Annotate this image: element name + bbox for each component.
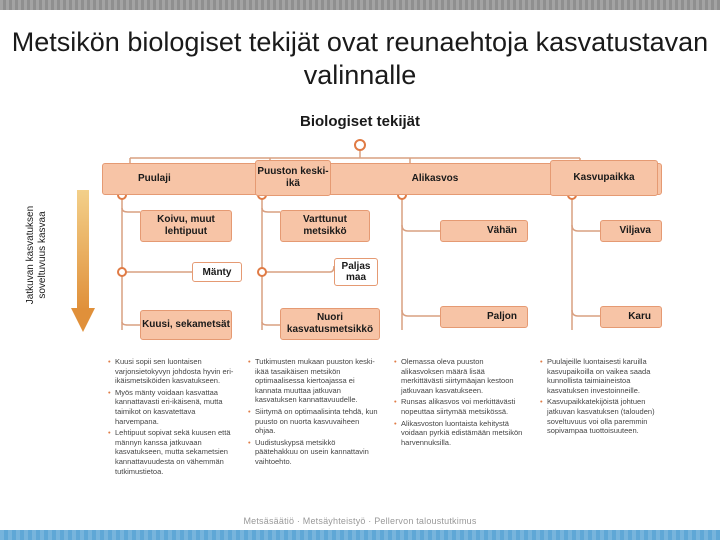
- notes-keski-ika: [248, 357, 378, 469]
- option-paljas-maa-label: Paljas maa: [341, 261, 371, 283]
- option-paljon: [440, 306, 528, 328]
- notes-kasvupaikka: [540, 357, 670, 438]
- option-karu: [600, 306, 662, 328]
- option-varttunut: [280, 210, 370, 242]
- option-varttunut-label: Varttunut metsikkö: [303, 214, 347, 237]
- option-viljava: [600, 220, 662, 242]
- option-koivu: [140, 210, 232, 242]
- footer-credits: Metsäsäätiö · Metsäyhteistyö · Pellervon taloustutkimus: [243, 516, 477, 526]
- header-alikasvos: [390, 163, 480, 195]
- option-kuusi-label: Kuusi, sekametsät: [142, 319, 230, 330]
- note-kasvupaikka-2: • Kasvupaikkatekijöistä johtuen jatkuvan kasvatuksen (talouden) soveltuvuus voi olla paremmin sopivampaa tuottoisuuteen.: [540, 397, 670, 435]
- option-karu-label: Karu: [628, 311, 651, 322]
- option-paljas-maa: [334, 258, 378, 286]
- header-keski-ika: [255, 160, 331, 196]
- axis-arrow-head: [71, 308, 95, 332]
- header-puulaji: [102, 163, 222, 195]
- option-manty: [192, 262, 242, 282]
- header-kasvupaikka: [550, 160, 658, 196]
- note-keski-ika-3: • Uudistuskypsä metsikkö päätehakkuu on usein kannattavin vaihtoehto.: [248, 438, 378, 467]
- bottom-decorative-bar: [0, 530, 720, 540]
- header-alikasvos-label: Alikasvos: [411, 173, 459, 184]
- note-keski-ika-1: • Tutkimusten mukaan puuston keski-ikää tasaikäisen metsikön optimaalisessa kiertoajassa ei kannata muuttaa jatkuvan kasvatuksen kannattavuudelle.: [248, 357, 378, 405]
- note-puulaji-2: • Myös mänty voidaan kasvattaa kannattavasti eri-ikäisenä, mutta taimikot on kasvatettava harvempana.: [108, 388, 238, 426]
- note-puulaji-1: • Kuusi sopii sen luontaisen varjonsietokyvyn johdosta hyvin eri-ikäismetsiköiden kasvatukseen.: [108, 357, 238, 386]
- axis-label-line-1: Jatkuvan kasvatuksen: [25, 205, 36, 305]
- note-puulaji-3: • Lehtipuut sopivat sekä kuusen että männyn kanssa jatkuvaan kasvatukseen, mutta sekametsien kannattavuudesta on vähemmän tutkimustietoa.: [108, 428, 238, 476]
- notes-alikasvos: [394, 357, 526, 449]
- root-node-circle: [355, 140, 365, 150]
- note-alikasvos-1: • Olemassa oleva puuston alikasvoksen määrä lisää merkittävästi siirtymäajan kestoon jatkuvaan kasvatukseen.: [394, 357, 526, 395]
- option-koivu-label: Koivu, muut lehtipuut: [157, 214, 215, 237]
- note-kasvupaikka-1: • Puulajeille luontaisesti karuilla kasvupaikoilla on vaikea saada kunnollista taimiaineistoa kasvatuksen investoinneille.: [540, 357, 670, 395]
- option-paljon-label: Paljon: [486, 311, 517, 322]
- option-kuusi: [140, 310, 232, 340]
- slide-title: Metsikön biologiset tekijät ovat reunaehtoja kasvatustavan valinnalle: [11, 27, 709, 90]
- note-alikasvos-3: • Alikasvoston luontaista kehitystä voidaan pyrkiä edistämään metsikön harvennuksilla.: [394, 419, 526, 448]
- axis-label-line-2: soveltuvuus kasvaa: [37, 211, 48, 299]
- header-keski-ika-label: Puuston keski-ikä: [257, 166, 329, 189]
- option-vahan: [440, 220, 528, 242]
- header-puulaji-label: Puulaji: [138, 173, 171, 184]
- option-vahan-label: Vähän: [486, 225, 517, 236]
- diagram-title: Biologiset tekijät: [299, 113, 421, 130]
- notes-puulaji: [108, 357, 238, 478]
- axis-arrow-shaft: [77, 190, 89, 310]
- option-manty-label: Mänty: [202, 266, 232, 278]
- option-viljava-label: Viljava: [619, 225, 651, 236]
- note-keski-ika-2: • Siirtymä on optimaalisinta tehdä, kun puusto on nuorta kasvuvaiheen ohjaa.: [248, 407, 378, 436]
- header-kasvupaikka-label: Kasvupaikka: [573, 172, 635, 183]
- note-alikasvos-2: • Runsas alikasvos voi merkittävästi nopeuttaa siirtymää metsikössä.: [394, 397, 526, 416]
- option-nuori-label: Nuori kasvatusmetsikkö: [286, 312, 374, 335]
- option-nuori: [280, 308, 380, 340]
